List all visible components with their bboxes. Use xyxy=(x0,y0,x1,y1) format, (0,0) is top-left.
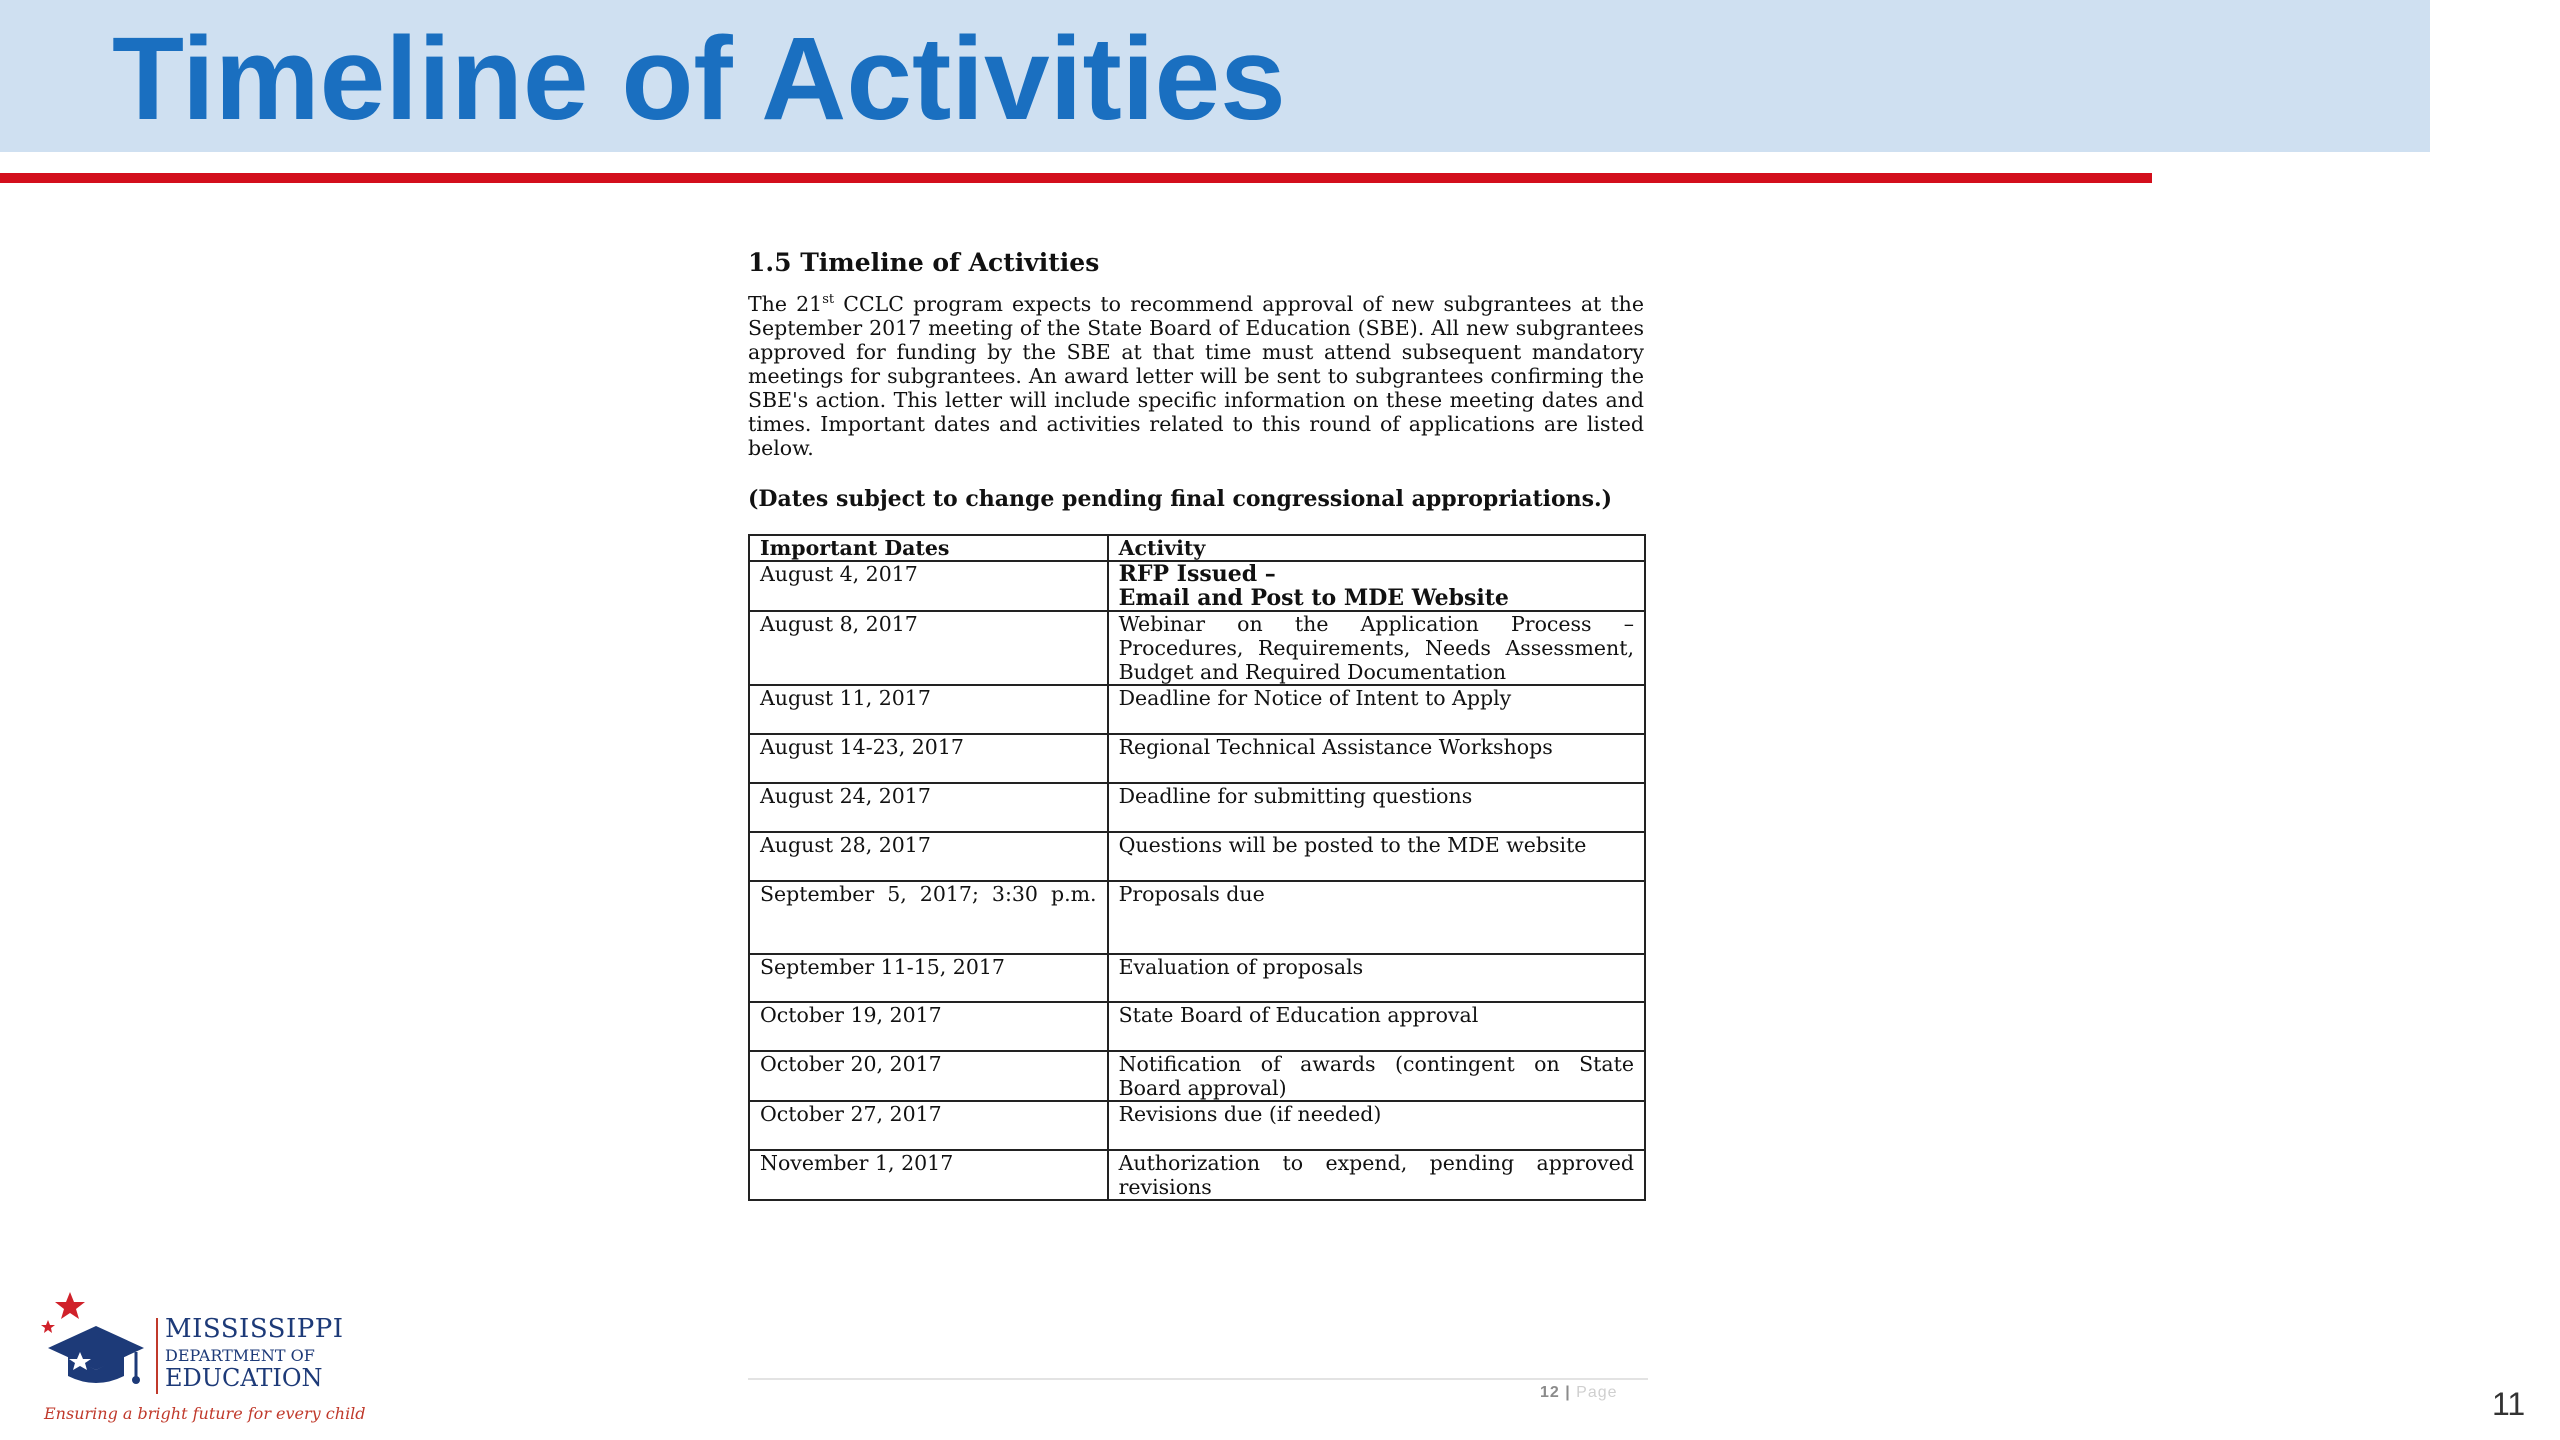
activity-cell: State Board of Education approval xyxy=(1108,1002,1645,1051)
graduation-cap-icon xyxy=(40,1290,155,1402)
date-cell: November 1, 2017 xyxy=(749,1150,1108,1200)
table-row xyxy=(749,734,1645,783)
activity-cell: Webinar on the Application Process – Procedures, Requirements, Needs Assessment, Budget and Required Documentation xyxy=(1108,611,1645,685)
date-cell: August 11, 2017 xyxy=(749,685,1108,734)
slide-number: 11 xyxy=(2492,1386,2526,1422)
document-heading: 1.5 Timeline of Activities xyxy=(748,248,1100,277)
page-separator: | xyxy=(1559,1384,1577,1401)
paragraph-superscript: st xyxy=(822,292,835,308)
date-cell: August 24, 2017 xyxy=(749,783,1108,832)
table-row xyxy=(749,881,1645,954)
date-cell: September 5, 2017; 3:30 p.m. xyxy=(749,881,1108,954)
logo-text-line2: DEPARTMENT OF xyxy=(165,1346,315,1365)
table-row xyxy=(749,1101,1645,1150)
table-row xyxy=(749,954,1645,1002)
mde-logo xyxy=(40,1290,366,1430)
date-cell: October 20, 2017 xyxy=(749,1051,1108,1101)
page-word: Page xyxy=(1576,1384,1618,1401)
activity-cell: Revisions due (if needed) xyxy=(1108,1101,1645,1150)
activity-cell: Questions will be posted to the MDE website xyxy=(1108,832,1645,881)
page-number: 12 xyxy=(1540,1384,1560,1401)
title-divider xyxy=(0,173,2152,183)
table-row xyxy=(749,1150,1645,1200)
table-header-row xyxy=(749,535,1645,561)
header-important-dates: Important Dates xyxy=(749,535,1108,561)
slide-title: Timeline of Activities xyxy=(112,13,1286,145)
paragraph-start: The 21 xyxy=(748,292,823,316)
date-cell: August 8, 2017 xyxy=(749,611,1108,685)
activity-cell: Evaluation of proposals xyxy=(1108,954,1645,1002)
document-paragraph xyxy=(748,292,1644,460)
activity-cell xyxy=(1108,561,1645,611)
table-row xyxy=(749,832,1645,881)
activity-cell: Deadline for Notice of Intent to Apply xyxy=(1108,685,1645,734)
table-row xyxy=(749,1051,1645,1101)
activity-line: Email and Post to MDE Website xyxy=(1118,585,1509,611)
table-row xyxy=(749,1002,1645,1051)
document-page-label xyxy=(1540,1384,1618,1402)
dates-note: (Dates subject to change pending final congressional appropriations.) xyxy=(748,486,1613,512)
date-cell: August 4, 2017 xyxy=(749,561,1108,611)
logo-tagline: Ensuring a bright future for every child xyxy=(44,1404,366,1423)
header-activity: Activity xyxy=(1108,535,1645,561)
table-row xyxy=(749,611,1645,685)
date-cell: October 27, 2017 xyxy=(749,1101,1108,1150)
activity-cell: Proposals due xyxy=(1108,881,1645,954)
activity-cell: Notification of awards (contingent on State Board approval) xyxy=(1108,1051,1645,1101)
document-image xyxy=(748,246,1644,1201)
table-row xyxy=(749,561,1645,611)
activity-line: RFP Issued – xyxy=(1118,561,1276,587)
date-cell: August 14-23, 2017 xyxy=(749,734,1108,783)
logo-divider xyxy=(156,1318,158,1394)
table-row xyxy=(749,783,1645,832)
date-cell: August 28, 2017 xyxy=(749,832,1108,881)
logo-text-line1: MISSISSIPPI xyxy=(165,1314,344,1344)
timeline-table xyxy=(748,534,1646,1201)
date-cell: September 11-15, 2017 xyxy=(749,954,1108,1002)
activity-cell: Authorization to expend, pending approved revisions xyxy=(1108,1150,1645,1200)
paragraph-body: CCLC program expects to recommend approval of new subgrantees at the September 2017 meeting of the State Board of Education (SBE). All new subgrantees approved for funding by the SBE at that time must attend subsequent mandatory meetings for subgrantees. An award letter will be sent to subgrantees confirming the SBE's action. This letter will include specific information on these meeting dates and times. Important dates and activities related to this round of applications are listed below. xyxy=(748,292,1644,460)
activity-cell: Regional Technical Assistance Workshops xyxy=(1108,734,1645,783)
document-footer-rule xyxy=(748,1378,1648,1380)
logo-text-line3: EDUCATION xyxy=(165,1364,323,1392)
activity-cell: Deadline for submitting questions xyxy=(1108,783,1645,832)
star-icon xyxy=(55,1292,85,1319)
table-row xyxy=(749,685,1645,734)
date-cell: October 19, 2017 xyxy=(749,1002,1108,1051)
